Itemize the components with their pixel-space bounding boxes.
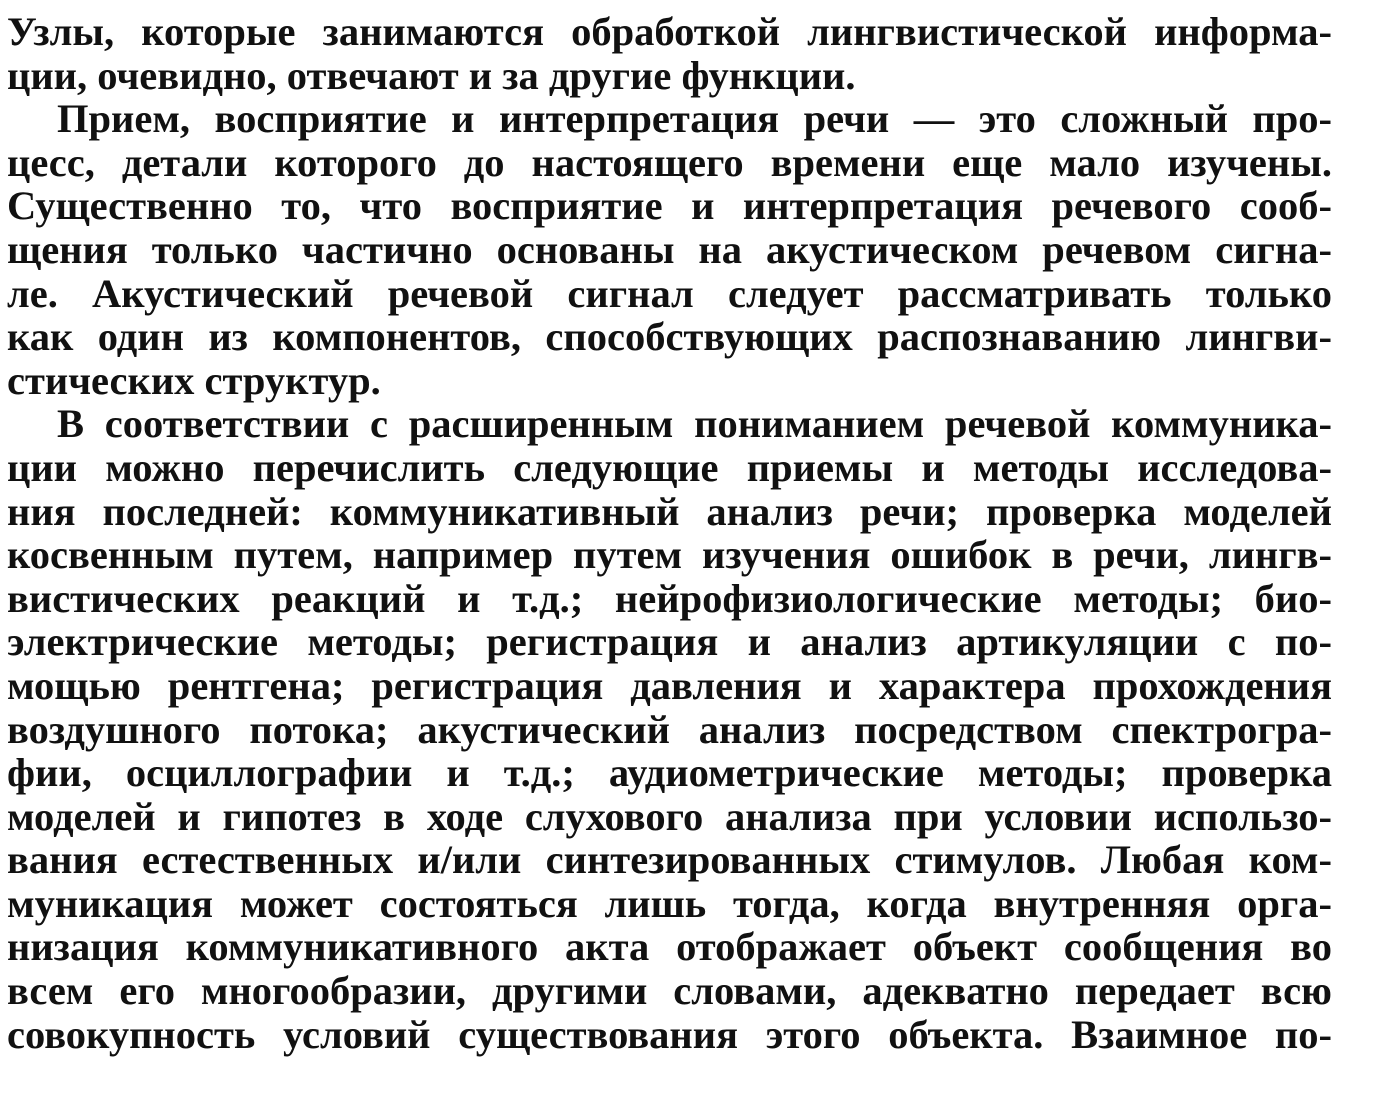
text-line: вания естественных и/или синтезированных стимулов. Любая ком-: [7, 837, 1332, 883]
text-line: стических структур.: [7, 357, 381, 403]
text-line: ле. Акустический речевой сигнал следует рассматривать только: [7, 270, 1332, 316]
text-line: как один из компонентов, способствующих распознаванию лингви-: [7, 314, 1332, 360]
text-line: ции можно перечислить следующие приемы и методы исследова-: [7, 444, 1332, 490]
text-line: Существенно то, что восприятие и интерпретация речевого сооб-: [7, 183, 1332, 229]
paragraph-3: [7, 402, 1332, 1056]
text-line: ции, очевидно, отвечают и за другие функции.: [7, 52, 856, 98]
text-line: Узлы, которые занимаются обработкой лингвистической информа-: [7, 9, 1332, 54]
text-line: мощью рентгена; регистрация давления и характера прохождения: [7, 662, 1332, 708]
text-line: косвенным путем, например путем изучения ошибок в речи, лингв-: [7, 532, 1332, 578]
text-line: воздушного потока; акустический анализ посредством спектрогра-: [7, 706, 1332, 752]
paragraph-1: [7, 10, 1332, 97]
text-line: низация коммуникативного акта отображает объект сообщения во: [7, 924, 1332, 970]
text-line: Прием, восприятие и интерпретация речи — это сложный про-: [57, 96, 1332, 142]
text-line: моделей и гипотез в ходе слухового анализа при условии использо-: [7, 793, 1332, 839]
paragraph-2: [7, 97, 1332, 402]
text-line: вистических реакций и т.д.; нейрофизиологические методы; био-: [7, 575, 1332, 621]
text-line: электрические методы; регистрация и анализ артикуляции с по-: [7, 619, 1332, 665]
text-line: щения только частично основаны на акустическом речевом сигна-: [7, 226, 1332, 272]
text-line: фии, осциллографии и т.д.; аудиометрические методы; проверка: [7, 750, 1332, 796]
text-line: цесс, детали которого до настоящего времени еще мало изучены.: [7, 139, 1332, 185]
document-page: [7, 10, 1332, 1056]
text-line: совокупность условий существования этого объекта. Взаимное по-: [7, 1011, 1332, 1057]
text-line: муникация может состояться лишь тогда, когда внутренняя орга-: [7, 880, 1332, 926]
text-line: всем его многообразии, другими словами, адекватно передает всю: [7, 968, 1332, 1014]
text-line: ния последней: коммуникативный анализ речи; проверка моделей: [7, 488, 1332, 534]
text-line: В соответствии с расширенным пониманием речевой коммуника-: [57, 401, 1332, 447]
